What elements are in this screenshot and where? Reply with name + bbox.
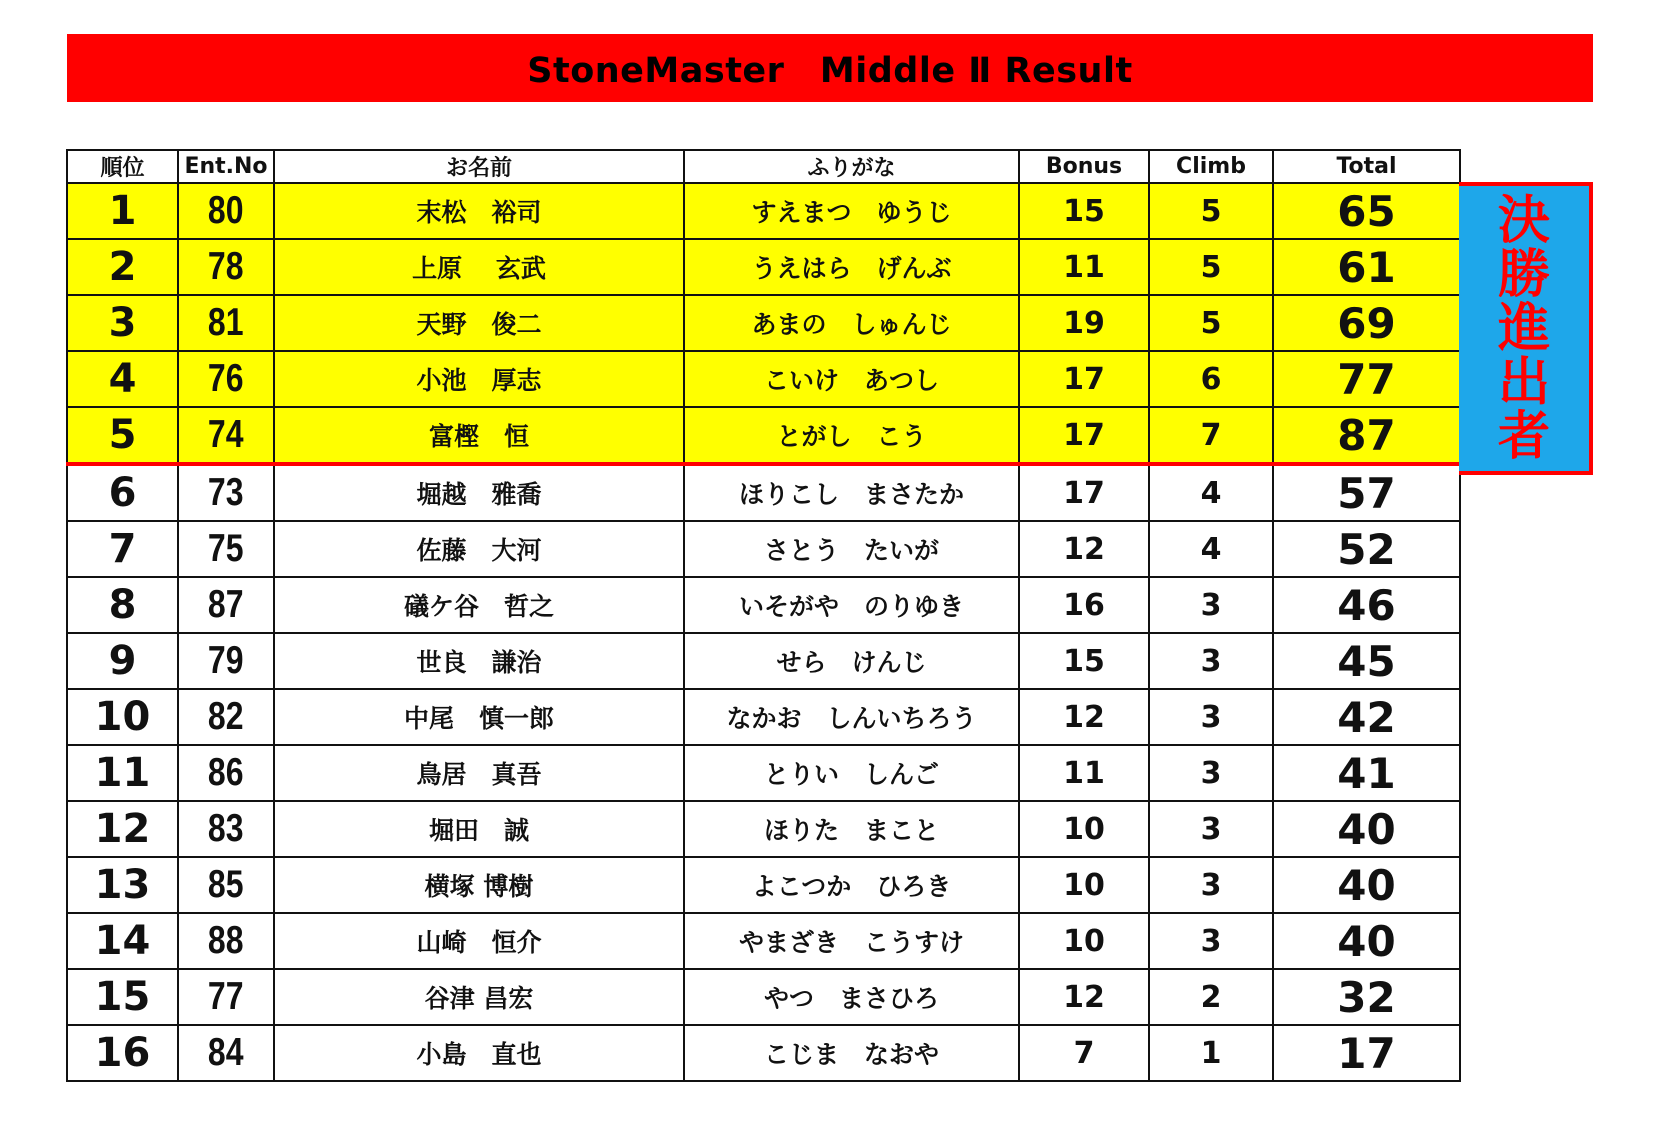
table-row: [67, 521, 1460, 577]
cell-total: 46: [1273, 577, 1460, 633]
cell-furigana: ほりた まこと: [684, 801, 1019, 857]
cell-total: 41: [1273, 745, 1460, 801]
cell-name: 横塚 博樹: [274, 857, 684, 913]
cell-total: 57: [1273, 464, 1460, 521]
finalist-label-char: 進: [1497, 298, 1550, 359]
header-climb: Climb: [1149, 150, 1273, 183]
header-entno: Ent.No: [178, 150, 274, 183]
entno-value: 73: [208, 471, 244, 514]
table-row: [67, 295, 1460, 351]
cell-rank: 6: [67, 464, 178, 521]
cell-rank: 8: [67, 577, 178, 633]
cell-name: 小島 直也: [274, 1025, 684, 1081]
table-row: [67, 913, 1460, 969]
cell-climb: 3: [1149, 913, 1273, 969]
cell-climb: 3: [1149, 577, 1273, 633]
cell-total: 61: [1273, 239, 1460, 295]
header-bonus: Bonus: [1019, 150, 1149, 183]
cell-name: 鳥居 真吾: [274, 745, 684, 801]
cell-climb: 4: [1149, 464, 1273, 521]
header-furigana: ふりがな: [684, 150, 1019, 183]
finalist-label-box: [1459, 182, 1593, 475]
cell-furigana: うえはら げんぶ: [684, 239, 1019, 295]
cell-entno: [178, 689, 274, 745]
cell-climb: 3: [1149, 745, 1273, 801]
cell-rank: 14: [67, 913, 178, 969]
cell-entno: [178, 1025, 274, 1081]
cell-total: 40: [1273, 801, 1460, 857]
table-row: [67, 689, 1460, 745]
cell-entno: [178, 239, 274, 295]
cell-climb: 4: [1149, 521, 1273, 577]
cell-climb: 1: [1149, 1025, 1273, 1081]
table-row: [67, 1025, 1460, 1081]
entno-value: 76: [208, 357, 244, 400]
entno-value: 83: [208, 807, 244, 850]
cell-entno: [178, 295, 274, 351]
cell-bonus: 11: [1019, 239, 1149, 295]
cell-furigana: なかお しんいちろう: [684, 689, 1019, 745]
cell-bonus: 17: [1019, 464, 1149, 521]
cell-bonus: 10: [1019, 913, 1149, 969]
table-row: [67, 464, 1460, 521]
cell-entno: [178, 857, 274, 913]
table-row: [67, 351, 1460, 407]
cell-bonus: 15: [1019, 633, 1149, 689]
cell-rank: 1: [67, 183, 178, 239]
cell-name: 佐藤 大河: [274, 521, 684, 577]
entno-value: 79: [208, 639, 244, 682]
cell-total: 69: [1273, 295, 1460, 351]
cell-entno: [178, 745, 274, 801]
table-body: [67, 183, 1460, 1081]
cell-entno: [178, 183, 274, 239]
cell-climb: 3: [1149, 857, 1273, 913]
finalist-label-char: 出: [1497, 352, 1550, 413]
entno-value: 77: [208, 975, 244, 1018]
cell-climb: 7: [1149, 407, 1273, 464]
table-row: [67, 969, 1460, 1025]
cell-furigana: こいけ あつし: [684, 351, 1019, 407]
cell-climb: 5: [1149, 295, 1273, 351]
cell-name: 末松 裕司: [274, 183, 684, 239]
cell-name: 富樫 恒: [274, 407, 684, 464]
cell-total: 40: [1273, 857, 1460, 913]
cell-rank: 5: [67, 407, 178, 464]
cell-total: 42: [1273, 689, 1460, 745]
cell-rank: 15: [67, 969, 178, 1025]
cell-furigana: よこつか ひろき: [684, 857, 1019, 913]
finalist-label-char: 勝: [1497, 244, 1550, 305]
cell-bonus: 10: [1019, 857, 1149, 913]
cell-rank: 16: [67, 1025, 178, 1081]
cell-rank: 13: [67, 857, 178, 913]
cell-climb: 3: [1149, 689, 1273, 745]
results-table: [66, 149, 1461, 1082]
cell-bonus: 15: [1019, 183, 1149, 239]
cell-name: 上原 玄武: [274, 239, 684, 295]
cell-furigana: さとう たいが: [684, 521, 1019, 577]
table-row: [67, 239, 1460, 295]
table-row: [67, 745, 1460, 801]
cell-climb: 5: [1149, 239, 1273, 295]
cell-name: 山崎 恒介: [274, 913, 684, 969]
cell-name: 礒ケ谷 哲之: [274, 577, 684, 633]
cell-bonus: 17: [1019, 407, 1149, 464]
table-row: [67, 801, 1460, 857]
table-row: [67, 633, 1460, 689]
cell-entno: [178, 913, 274, 969]
cell-entno: [178, 801, 274, 857]
cell-name: 堀越 雅喬: [274, 464, 684, 521]
cell-total: 87: [1273, 407, 1460, 464]
cell-bonus: 12: [1019, 969, 1149, 1025]
finalist-label-char: 決: [1497, 190, 1550, 251]
entno-value: 75: [208, 527, 244, 570]
cell-rank: 12: [67, 801, 178, 857]
entno-value: 81: [208, 301, 244, 344]
header-total: Total: [1273, 150, 1460, 183]
cell-climb: 3: [1149, 801, 1273, 857]
cell-total: 17: [1273, 1025, 1460, 1081]
cell-name: 谷津 昌宏: [274, 969, 684, 1025]
entno-value: 88: [208, 919, 244, 962]
cell-total: 40: [1273, 913, 1460, 969]
cell-furigana: すえまつ ゆうじ: [684, 183, 1019, 239]
page-title: StoneMaster Middle Ⅱ Result: [527, 51, 1133, 91]
cell-entno: [178, 521, 274, 577]
cell-bonus: 10: [1019, 801, 1149, 857]
cell-furigana: とがし こう: [684, 407, 1019, 464]
cell-furigana: せら けんじ: [684, 633, 1019, 689]
entno-value: 82: [208, 695, 244, 738]
cell-entno: [178, 464, 274, 521]
cell-climb: 5: [1149, 183, 1273, 239]
cell-bonus: 17: [1019, 351, 1149, 407]
title-banner: [67, 34, 1593, 102]
cell-name: 天野 俊二: [274, 295, 684, 351]
entno-value: 86: [208, 751, 244, 794]
cell-furigana: やまざき こうすけ: [684, 913, 1019, 969]
cell-bonus: 19: [1019, 295, 1149, 351]
header-rank: 順位: [67, 150, 178, 183]
table-header: [67, 150, 1460, 183]
header-row: [67, 150, 1460, 183]
cell-rank: 10: [67, 689, 178, 745]
entno-value: 87: [208, 583, 244, 626]
cell-climb: 6: [1149, 351, 1273, 407]
cell-name: 世良 謙治: [274, 633, 684, 689]
cell-total: 45: [1273, 633, 1460, 689]
cell-climb: 3: [1149, 633, 1273, 689]
cell-entno: [178, 577, 274, 633]
entno-value: 78: [208, 245, 244, 288]
cell-name: 堀田 誠: [274, 801, 684, 857]
cell-bonus: 11: [1019, 745, 1149, 801]
entno-value: 74: [208, 413, 244, 456]
cell-rank: 3: [67, 295, 178, 351]
cell-furigana: こじま なおや: [684, 1025, 1019, 1081]
cell-furigana: あまの しゅんじ: [684, 295, 1019, 351]
cell-bonus: 16: [1019, 577, 1149, 633]
cell-total: 65: [1273, 183, 1460, 239]
entno-value: 80: [208, 189, 244, 232]
cell-rank: 9: [67, 633, 178, 689]
cell-entno: [178, 969, 274, 1025]
cell-entno: [178, 351, 274, 407]
cell-total: 52: [1273, 521, 1460, 577]
table-row: [67, 577, 1460, 633]
cell-bonus: 7: [1019, 1025, 1149, 1081]
cell-entno: [178, 633, 274, 689]
cell-name: 小池 厚志: [274, 351, 684, 407]
cell-total: 77: [1273, 351, 1460, 407]
cell-rank: 2: [67, 239, 178, 295]
cell-rank: 4: [67, 351, 178, 407]
cell-rank: 7: [67, 521, 178, 577]
cell-climb: 2: [1149, 969, 1273, 1025]
cell-furigana: やつ まさひろ: [684, 969, 1019, 1025]
cell-entno: [178, 407, 274, 464]
finalist-label-char: 者: [1497, 406, 1550, 467]
entno-value: 84: [208, 1031, 244, 1074]
cell-furigana: とりい しんご: [684, 745, 1019, 801]
cell-total: 32: [1273, 969, 1460, 1025]
table-row: [67, 183, 1460, 239]
cell-name: 中尾 慎一郎: [274, 689, 684, 745]
header-name: お名前: [274, 150, 684, 183]
entno-value: 85: [208, 863, 244, 906]
cell-furigana: ほりこし まさたか: [684, 464, 1019, 521]
cell-rank: 11: [67, 745, 178, 801]
cell-furigana: いそがや のりゆき: [684, 577, 1019, 633]
table-row: [67, 857, 1460, 913]
table-row: [67, 407, 1460, 464]
cell-bonus: 12: [1019, 689, 1149, 745]
cell-bonus: 12: [1019, 521, 1149, 577]
